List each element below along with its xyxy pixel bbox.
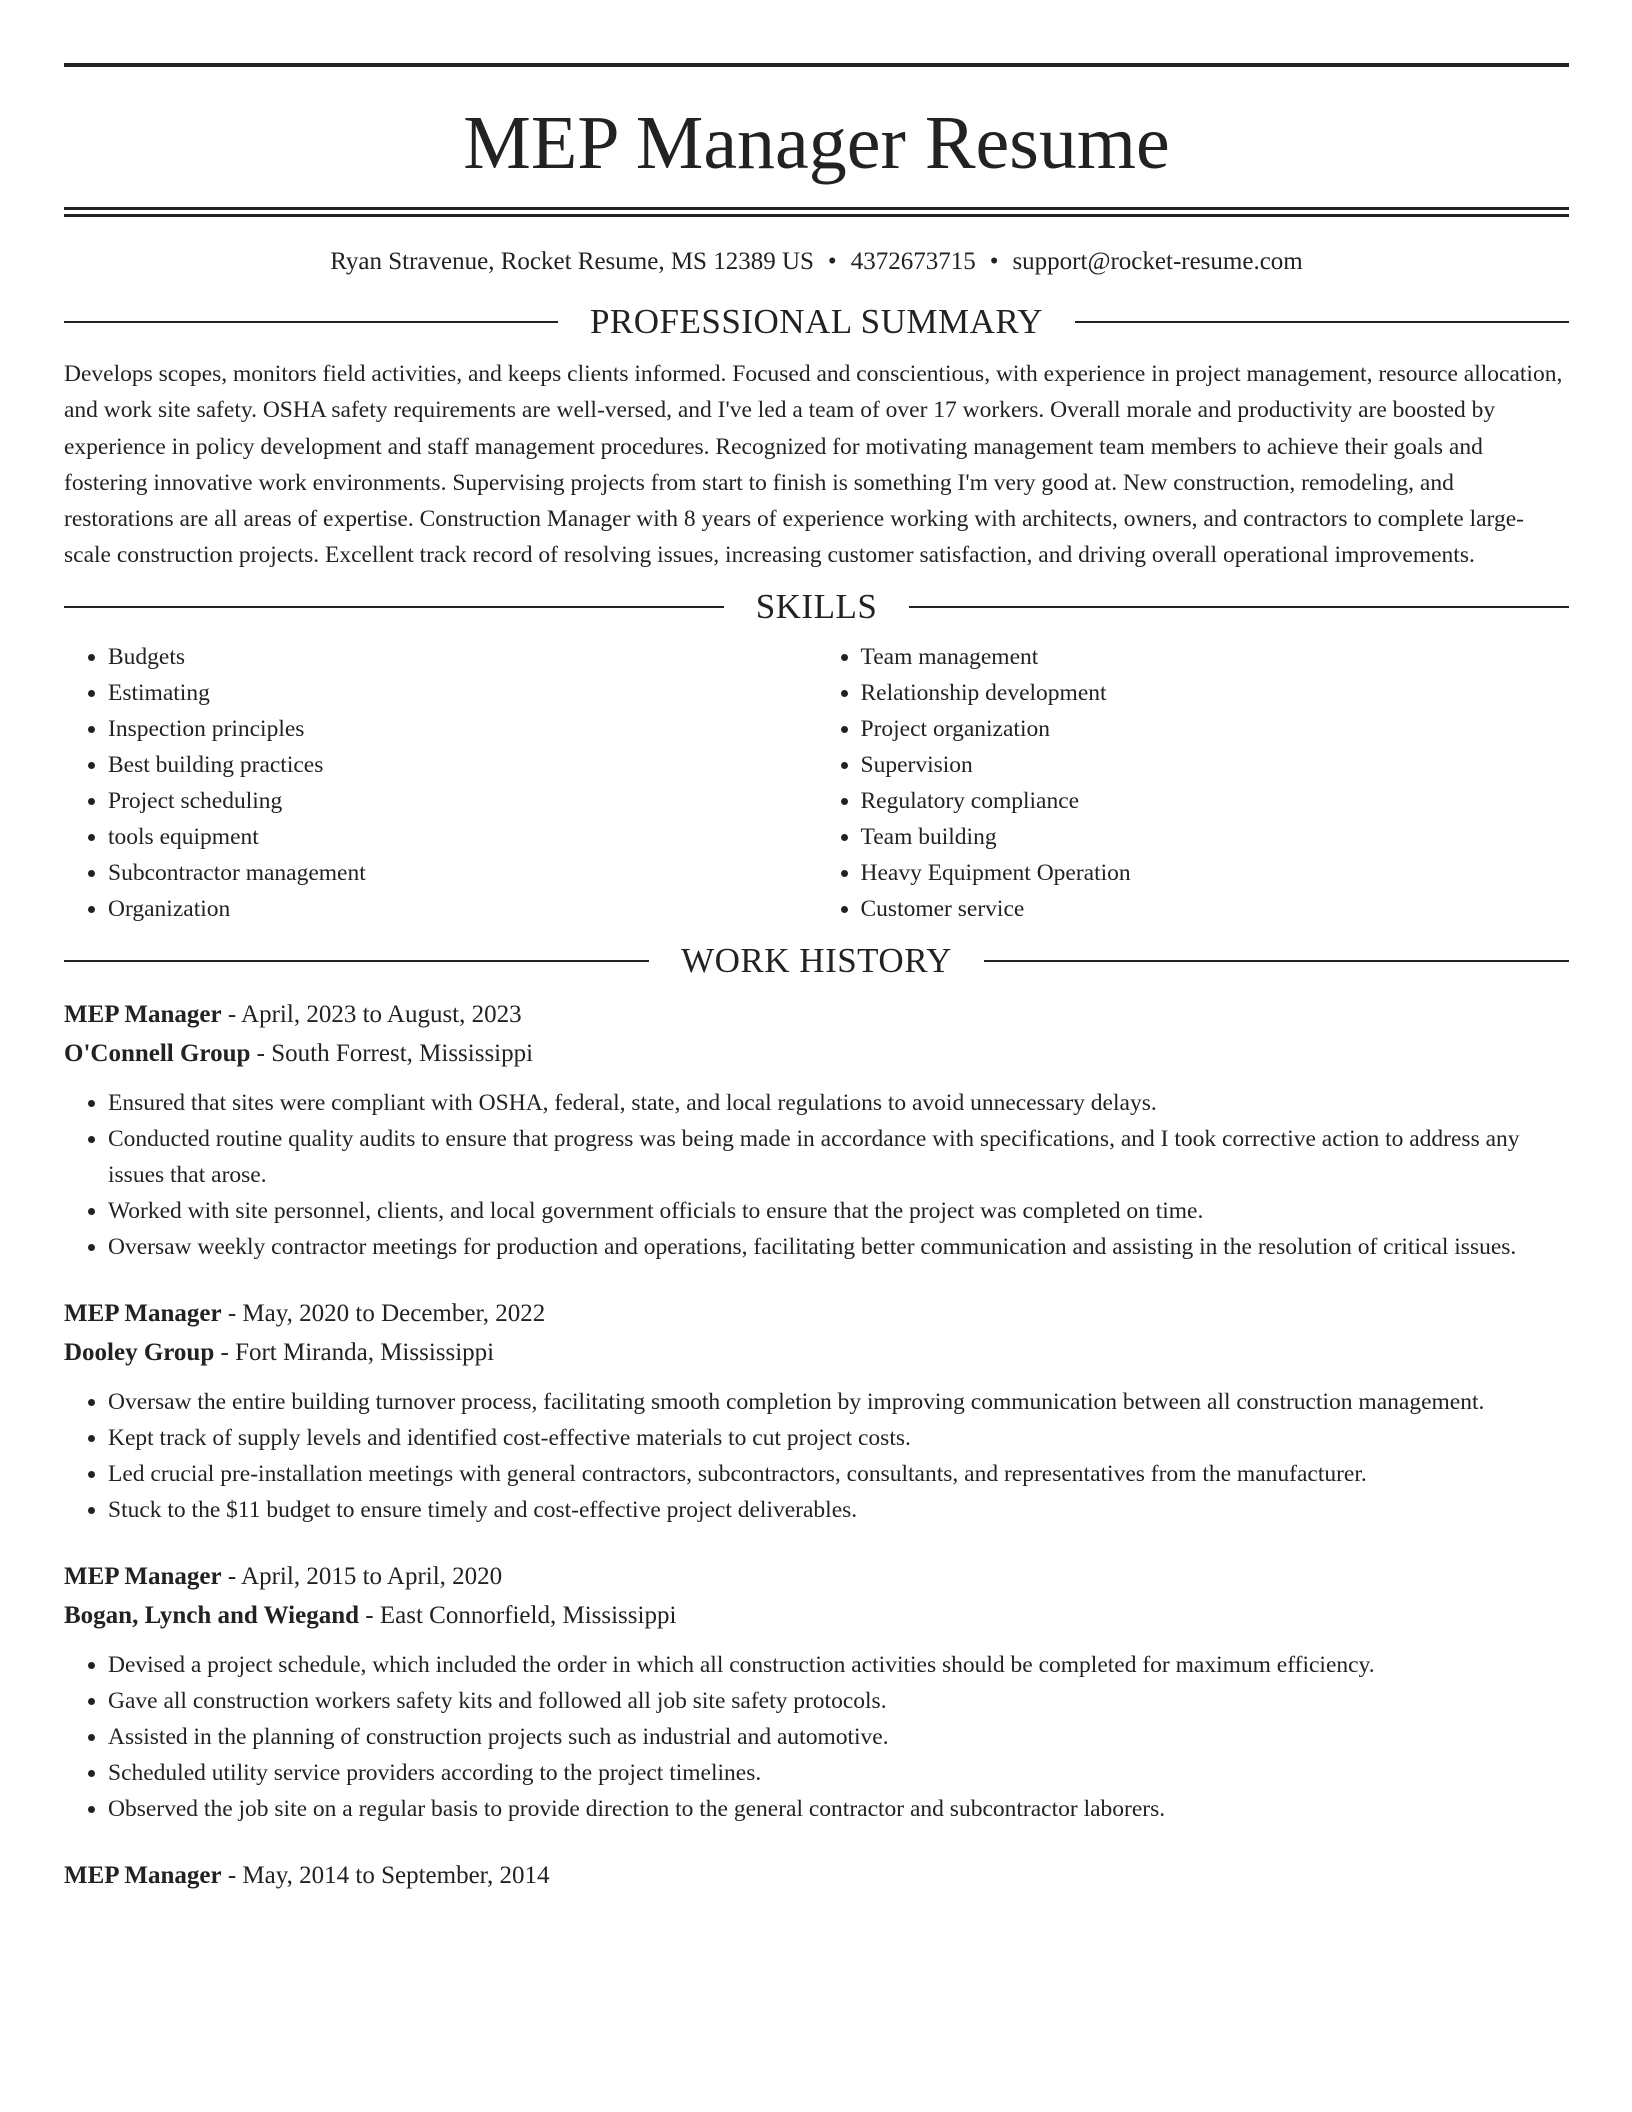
job-title-line <box>64 996 1569 1034</box>
skills-heading-label: SKILLS <box>755 586 878 626</box>
resume-content <box>64 63 1569 1895</box>
job-dates: - May, 2020 to December, 2022 <box>221 1299 546 1327</box>
skill-item: • Heavy Equipment Operation <box>861 855 1570 891</box>
job-bullet: • Oversaw weekly contractor meetings for production and operations, facilitating better communication and assisting in the resolution of critical issues. <box>108 1229 1569 1265</box>
job-company-line <box>64 1333 1569 1373</box>
skill-item: • Organization <box>108 891 817 927</box>
job-bullet: • Conducted routine quality audits to ensure that progress was being made in accordance with specifications, and I took corrective action to address any issues that arose. <box>108 1121 1569 1193</box>
contact-address: Ryan Stravenue, Rocket Resume, MS 12389 US <box>330 248 814 275</box>
job-location: - South Forrest, Mississippi <box>250 1039 534 1067</box>
skill-item: • Supervision <box>861 747 1570 783</box>
job-dates: - April, 2015 to April, 2020 <box>221 1562 503 1590</box>
job-title-line <box>64 1857 1569 1895</box>
skill-item: • Budgets <box>108 639 817 675</box>
summary-heading <box>64 302 1569 342</box>
title-bottom-double-rule <box>64 207 1569 217</box>
job-company: Dooley Group <box>64 1338 215 1366</box>
job-dates: - May, 2014 to September, 2014 <box>221 1861 550 1889</box>
summary-text: Develops scopes, monitors field activities, and keeps clients informed. Focused and conscientious, with experience in project management, resource allocation, and work site safety. OSHA safety requirements are well-versed, and I've led a team of over 17 workers. Overall morale and productivity are boosted by experience in policy development and staff management procedures. Recognized for motivating management team members to achieve their goals and fostering innovative work environments. Supervising projects from start to finish is something I'm very good at. New construction, remodeling, and restorations are all areas of expertise. Construction Manager with 8 years of experience working with architects, owners, and contractors to complete large-scale construction projects. Excellent track record of resolving issues, increasing customer satisfaction, and driving overall operational improvements. <box>64 361 1563 569</box>
job-entry <box>64 1295 1569 1528</box>
skill-item: • Subcontractor management <box>108 855 817 891</box>
skill-item: • tools equipment <box>108 819 817 855</box>
heading-rule-right <box>1075 321 1569 323</box>
job-location: - East Connorfield, Mississippi <box>359 1601 677 1629</box>
job-company-line <box>64 1034 1569 1074</box>
job-title: MEP Manager <box>64 1861 222 1889</box>
heading-rule-right <box>984 960 1569 962</box>
heading-rule-left <box>64 606 724 608</box>
skill-item: • Customer service <box>861 891 1570 927</box>
contact-separator: • <box>827 248 837 275</box>
skill-item: • Project organization <box>861 711 1570 747</box>
job-title-line <box>64 1295 1569 1333</box>
contact-separator: • <box>989 248 999 275</box>
job-company-line <box>64 1596 1569 1636</box>
job-location: - Fort Miranda, Mississippi <box>214 1338 495 1366</box>
job-bullet: • Oversaw the entire building turnover process, facilitating smooth completion by improving communication between all construction management. <box>108 1384 1569 1420</box>
job-bullet: • Observed the job site on a regular basis to provide direction to the general contractor and subcontractor laborers. <box>108 1791 1569 1827</box>
work-history-list <box>64 996 1569 1895</box>
skill-item: • Team management <box>861 639 1570 675</box>
contact-email: support@rocket-resume.com <box>1012 248 1303 275</box>
job-bullet: • Worked with site personnel, clients, and local government officials to ensure that the project was completed on time. <box>108 1193 1569 1229</box>
skill-item: • Project scheduling <box>108 783 817 819</box>
job-title: MEP Manager <box>64 1299 222 1327</box>
job-bullet: • Led crucial pre-installation meetings with general contractors, subcontractors, consultants, and representatives from the manufacturer. <box>108 1456 1569 1492</box>
skill-item: • Inspection principles <box>108 711 817 747</box>
job-entry <box>64 1558 1569 1827</box>
heading-rule-left <box>64 960 649 962</box>
job-bullet: • Stuck to the $11 budget to ensure timely and cost-effective project deliverables. <box>108 1492 1569 1528</box>
job-company: Bogan, Lynch and Wiegand <box>64 1601 360 1629</box>
skills-heading <box>64 587 1569 627</box>
skill-item: • Relationship development <box>861 675 1570 711</box>
job-entry <box>64 1857 1569 1895</box>
job-entry <box>64 996 1569 1265</box>
job-bullet: • Ensured that sites were compliant with OSHA, federal, state, and local regulations to avoid unnecessary delays. <box>108 1085 1569 1121</box>
job-bullets <box>64 1647 1569 1827</box>
skill-item: • Best building practices <box>108 747 817 783</box>
contact-line <box>64 247 1569 277</box>
job-dates: - April, 2023 to August, 2023 <box>221 1000 522 1028</box>
resume-title: MEP Manager Resume <box>463 101 1170 185</box>
skill-item: • Regulatory compliance <box>861 783 1570 819</box>
job-title: MEP Manager <box>64 1000 222 1028</box>
job-title-line <box>64 1558 1569 1596</box>
work-history-heading-label: WORK HISTORY <box>681 940 952 980</box>
job-bullets <box>64 1384 1569 1528</box>
skill-item: • Team building <box>861 819 1570 855</box>
job-bullet: • Scheduled utility service providers according to the project timelines. <box>108 1755 1569 1791</box>
job-bullets <box>64 1085 1569 1265</box>
skills-list-left <box>64 639 817 927</box>
summary-heading-label: PROFESSIONAL SUMMARY <box>589 302 1044 341</box>
heading-rule-left <box>64 321 558 323</box>
job-bullet: • Gave all construction workers safety kits and followed all job site safety protocols. <box>108 1683 1569 1719</box>
job-bullet: • Devised a project schedule, which included the order in which all construction activities should be completed for maximum efficiency. <box>108 1647 1569 1683</box>
job-bullet: • Kept track of supply levels and identified cost-effective materials to cut project costs. <box>108 1420 1569 1456</box>
skill-item: • Estimating <box>108 675 817 711</box>
skills-list-right <box>817 639 1570 927</box>
job-title: MEP Manager <box>64 1562 222 1590</box>
skills-columns <box>64 639 1569 927</box>
work-history-heading <box>64 941 1569 981</box>
job-bullet: • Assisted in the planning of construction projects such as industrial and automotive. <box>108 1719 1569 1755</box>
heading-rule-right <box>909 606 1569 608</box>
job-company: O'Connell Group <box>64 1039 251 1067</box>
contact-phone: 4372673715 <box>850 248 976 275</box>
